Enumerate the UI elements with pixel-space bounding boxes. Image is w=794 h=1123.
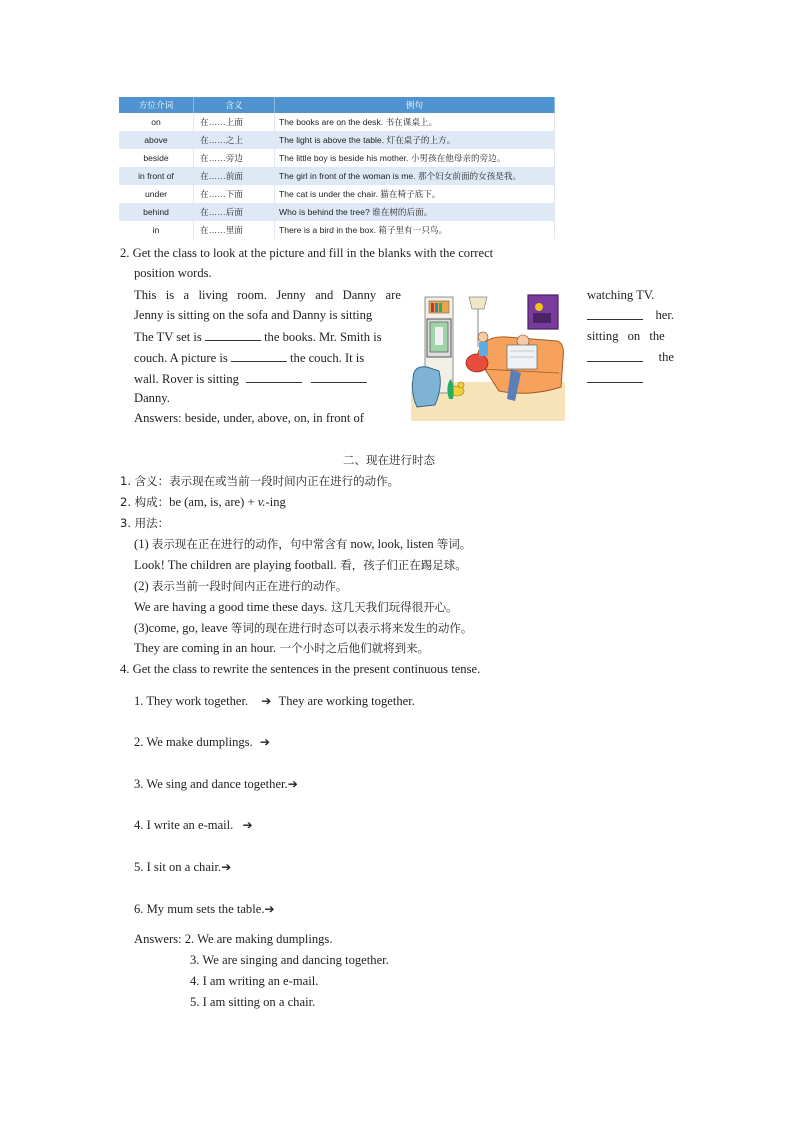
task2-text-line3-right: sitting on the — [587, 329, 665, 343]
cell-example: The girl in front of the woman is me. 那个妇女前面的女孩是我。 — [275, 167, 555, 185]
word: is — [165, 288, 175, 302]
word: a — [183, 288, 190, 302]
usage1-num: (1) — [134, 537, 152, 551]
cell-example: There is a bird in the box. 箱子里有一只鸟。 — [275, 221, 555, 239]
cell-example: The little boy is beside his mother. 小男孩在他母亲的旁边。 — [275, 149, 555, 167]
cell-preposition: in — [119, 221, 194, 239]
task2-answers: Answers: beside, under, above, on, in front of — [134, 411, 364, 425]
cell-meaning: 在……之上 — [194, 131, 275, 149]
word: are — [385, 288, 401, 302]
blank-on[interactable] — [587, 349, 643, 362]
word: Jenny — [276, 288, 306, 302]
task2-text-line4-right — [587, 349, 674, 366]
cell-meaning: 在……下面 — [194, 185, 275, 203]
task4-answer-3: 3. We are singing and dancing together. — [190, 953, 389, 967]
arrow-icon: ➔ — [261, 694, 272, 708]
task4-instruction: 4. Get the class to rewrite the sentences in the present continuous tense. — [120, 662, 481, 676]
task4-answer-4: 4. I am writing an e-mail. — [190, 974, 319, 988]
arrow-icon: ➔ — [242, 818, 253, 832]
table-row — [119, 203, 555, 221]
l3a: The TV set is — [134, 330, 202, 344]
sentence-3-text: 3. We sing and dance together. — [134, 777, 288, 791]
usage3-cn: 等词的现在进行时态可以表示将来发生的动作。 — [230, 621, 473, 635]
usage3-en: (3)come, go, leave — [134, 621, 231, 635]
sentence-5-text: 5. I sit on a chair. — [134, 860, 222, 874]
cell-meaning: 在……上面 — [194, 113, 275, 131]
cell-example: The books are on the desk. 书在课桌上。 — [275, 113, 555, 131]
blank-front[interactable] — [311, 370, 367, 383]
cell-meaning: 在……旁边 — [194, 149, 275, 167]
header-preposition: 方位介词 — [119, 97, 194, 113]
task4-answers: Answers: 2. We are making dumplings. — [134, 932, 333, 946]
watching-tv-text — [587, 287, 674, 303]
task2-text-line2: Jenny is sitting on the sofa and Danny is sitting — [134, 308, 373, 322]
task2-text-line1 — [134, 287, 401, 303]
task2-text-line2-right — [587, 307, 674, 324]
sentence-2 — [134, 734, 270, 750]
section2-item1: 1. 含义：表示现在或当前一段时间内正在进行的动作。 — [120, 474, 400, 488]
usage1-en: now, look, listen — [347, 537, 437, 551]
usage1-example — [134, 557, 467, 573]
sentence-3 — [134, 776, 298, 792]
l1b: watching TV. — [587, 288, 655, 302]
usage2 — [134, 578, 347, 594]
arrow-icon: ➔ — [287, 777, 298, 791]
usage1-cn: 表示现在正在进行的动作，句中常含有 — [151, 537, 348, 551]
usage1-example-en: Look! The children are playing football. — [134, 558, 337, 572]
task2-text-line3 — [134, 328, 382, 345]
blank-above[interactable] — [231, 349, 287, 362]
word: room. — [237, 288, 267, 302]
task2-instruction-cont: position words. — [134, 266, 212, 280]
blank-under[interactable] — [205, 328, 261, 341]
task2-text-line5-right — [587, 370, 643, 387]
l4b: the couch. It is — [290, 351, 365, 365]
task2-text-line6: Danny. — [134, 391, 170, 405]
cell-preposition: in front of — [119, 167, 194, 185]
arrow-icon: ➔ — [221, 860, 232, 874]
sentence-1 — [134, 693, 415, 709]
sentence-1-answer: They are working together. — [278, 694, 415, 708]
preposition-table — [119, 97, 555, 239]
sentence-2-text: 2. We make dumplings. — [134, 735, 253, 749]
blank-beside[interactable] — [587, 307, 643, 320]
task2-text-line1-right — [587, 287, 674, 303]
item2-label: 2. 构成： — [120, 495, 170, 509]
l4a: couch. A picture is — [134, 351, 228, 365]
task4-answer-5: 5. I am sitting on a chair. — [190, 995, 316, 1009]
blank-of[interactable] — [587, 370, 643, 383]
cell-preposition: under — [119, 185, 194, 203]
usage2-example — [134, 599, 458, 615]
task2-instruction: 2. Get the class to look at the picture and fill in the blanks with the correct — [120, 246, 494, 260]
usage1-example-cn: 看，孩子们正在踢足球。 — [336, 558, 467, 572]
table-row — [119, 131, 555, 149]
l2b: her. — [655, 308, 674, 322]
word: living — [198, 288, 228, 302]
table-row — [119, 185, 555, 203]
cell-preposition: behind — [119, 203, 194, 221]
table-row — [119, 221, 555, 239]
cell-meaning: 在……前面 — [194, 167, 275, 185]
word: Danny — [342, 288, 377, 302]
l5a: wall. Rover is sitting — [134, 372, 239, 386]
sentence-5 — [134, 859, 231, 875]
usage1-cn2: 等词。 — [436, 537, 472, 551]
usage2-num: (2) — [134, 579, 152, 593]
usage2-example-en: We are having a good time these days. — [134, 600, 328, 614]
table-row — [119, 167, 555, 185]
sentence-6 — [134, 901, 275, 917]
section2-item2 — [120, 494, 286, 510]
usage3-example — [134, 640, 429, 656]
header-meaning: 含义 — [194, 97, 275, 113]
arrow-icon: ➔ — [259, 735, 270, 749]
usage3 — [134, 620, 472, 636]
section2-item3: 3. 用法： — [120, 516, 170, 530]
cell-meaning: 在……里面 — [194, 221, 275, 239]
cell-example: The cat is under the chair. 猫在椅子底下。 — [275, 185, 555, 203]
cell-meaning: 在……后面 — [194, 203, 275, 221]
usage2-cn: 表示当前一段时间内正在进行的动作。 — [151, 579, 348, 593]
blank-in[interactable] — [246, 370, 302, 383]
header-example: 例句 — [275, 97, 555, 113]
cell-preposition: beside — [119, 149, 194, 167]
l4c: the — [658, 350, 674, 364]
section2-title: 二、现在进行时态 — [343, 453, 435, 467]
usage3-example-cn: 一个小时之后他们就将到来。 — [276, 641, 430, 655]
arrow-icon: ➔ — [264, 902, 275, 916]
usage3-example-en: They are coming in an hour. — [134, 641, 276, 655]
table-row — [119, 113, 555, 131]
cell-preposition: above — [119, 131, 194, 149]
item2-v: v. — [257, 495, 266, 509]
usage1 — [134, 536, 471, 552]
sentence-4-text: 4. I write an e-mail. — [134, 818, 234, 832]
cell-example: The light is above the table. 灯在桌子的上方。 — [275, 131, 555, 149]
word: This — [134, 288, 157, 302]
task2-text-line4 — [134, 349, 364, 366]
cell-preposition: on — [119, 113, 194, 131]
cell-example: Who is behind the tree? 谁在树的后面。 — [275, 203, 555, 221]
living-room-illustration — [411, 287, 565, 421]
sentence-4 — [134, 817, 253, 833]
sentence-1-text: 1. They work together. — [134, 694, 249, 708]
table-row — [119, 149, 555, 167]
word: and — [315, 288, 334, 302]
l3b: the books. Mr. Smith is — [264, 330, 382, 344]
task2-text-line5 — [134, 370, 367, 387]
table-header-row — [119, 97, 555, 113]
sentence-6-text: 6. My mum sets the table. — [134, 902, 265, 916]
item2-formula: be (am, is, are) + — [169, 495, 258, 509]
item2-ing: -ing — [265, 495, 286, 509]
usage2-example-cn: 这几天我们玩得很开心。 — [327, 600, 458, 614]
